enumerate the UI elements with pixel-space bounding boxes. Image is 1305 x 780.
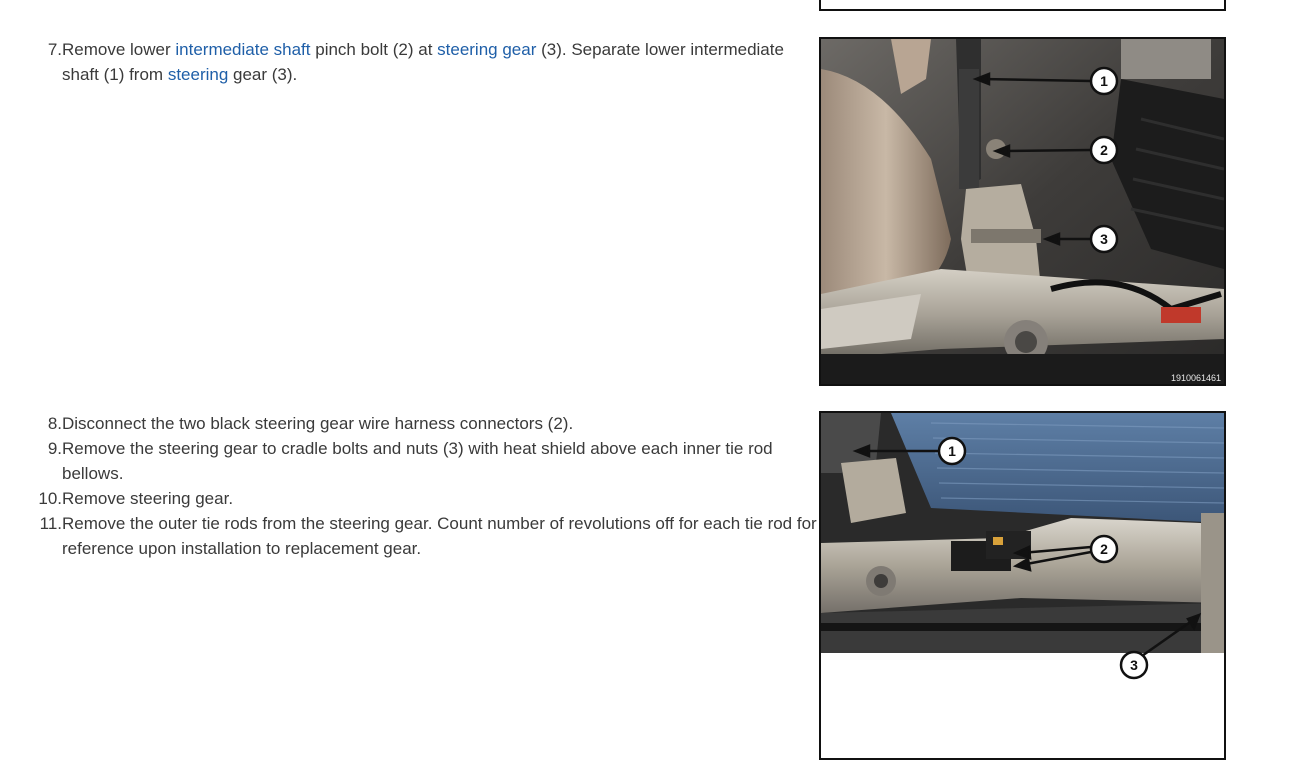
previous-figure-frame: [819, 0, 1226, 11]
svg-text:1: 1: [948, 443, 956, 459]
step-text: Remove the outer tie rods from the steering gear. Count number of revolutions off for each tie rod for reference upon installation to replacement gear.: [62, 514, 817, 558]
step-7: [0, 37, 820, 87]
step-text: Remove lower intermediate shaft pinch bolt (2) at steering gear (3). Separate lower intermediate shaft (1) from steering gear (3).: [62, 40, 784, 84]
link-steering[interactable]: steering: [167, 65, 229, 84]
step-text: Remove the steering gear to cradle bolts and nuts (3) with heat shield above each inner tie rod bellows.: [62, 439, 773, 483]
link-steering-gear[interactable]: steering gear: [437, 40, 537, 59]
step-number: 10.: [38, 489, 62, 508]
step-text: Remove steering gear.: [62, 489, 234, 508]
step-9: [0, 436, 820, 486]
svg-text:3: 3: [1130, 657, 1138, 673]
step-list-group-1: [0, 37, 820, 87]
step-number: 9.: [47, 439, 62, 458]
figure-id-label: 1910061461: [1170, 373, 1221, 383]
figure-intermediate-shaft-photo: [819, 37, 1226, 386]
callout-1: [1091, 68, 1117, 94]
callout-2: [1091, 536, 1117, 562]
callout-3: [1121, 652, 1147, 678]
step-number: 8.: [47, 414, 62, 433]
step-number: 11.: [39, 514, 62, 533]
step-list-group-2: [0, 411, 820, 561]
svg-text:1: 1: [1100, 73, 1108, 89]
step-number: 7.: [47, 40, 62, 59]
figure-2-photo: [821, 413, 1224, 758]
step-11: [0, 511, 820, 561]
callout-1: [939, 438, 965, 464]
figure-1-photo: [821, 39, 1224, 384]
figure-steering-gear-photo: [819, 411, 1226, 760]
svg-text:3: 3: [1100, 231, 1108, 247]
step-10: [0, 486, 820, 511]
svg-text:2: 2: [1100, 541, 1108, 557]
callout-2: [1091, 137, 1117, 163]
svg-text:2: 2: [1100, 142, 1108, 158]
callout-3: [1091, 226, 1117, 252]
step-text: Disconnect the two black steering gear wire harness connectors (2).: [62, 414, 574, 433]
link-intermediate-shaft[interactable]: intermediate shaft: [175, 40, 311, 59]
step-8: [0, 411, 820, 436]
